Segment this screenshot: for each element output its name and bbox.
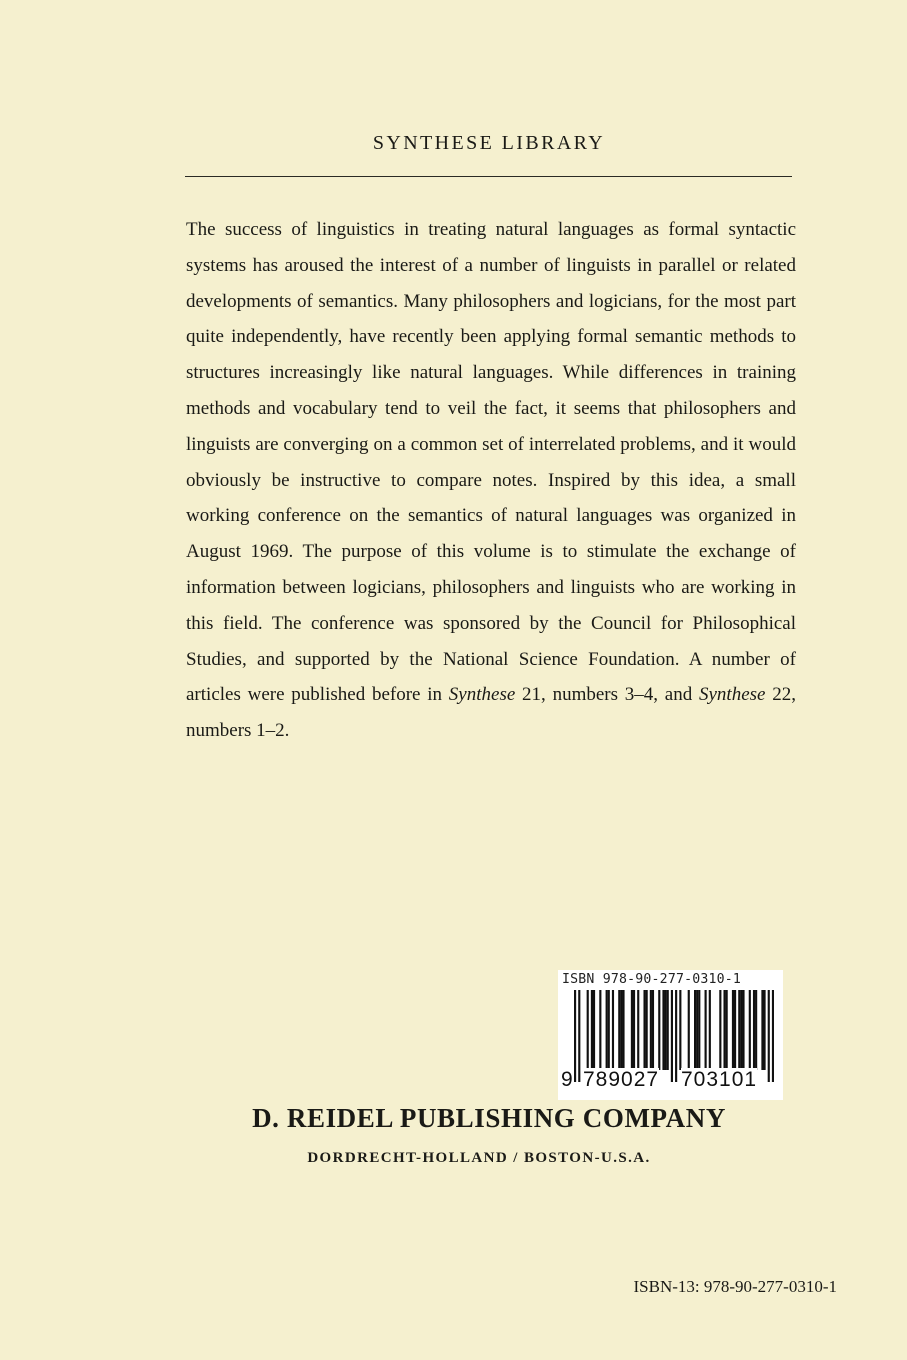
barcode-bar xyxy=(734,990,736,1070)
barcode-bar xyxy=(650,990,652,1070)
barcode-bar xyxy=(637,990,639,1070)
barcode-bar xyxy=(753,990,755,1070)
barcode-bar xyxy=(643,990,645,1070)
barcode-bar xyxy=(742,990,744,1070)
barcode-bar xyxy=(740,990,742,1070)
blurb-text: 22, numbers 1–2. xyxy=(186,684,796,742)
barcode-bar xyxy=(574,990,576,1082)
barcode-bar xyxy=(671,990,673,1082)
barcode-bar xyxy=(696,990,698,1070)
isbn13-label: ISBN-13: 978-90-277-0310-1 xyxy=(633,1277,837,1296)
barcode-bar xyxy=(578,990,580,1082)
barcode-bar xyxy=(679,990,681,1070)
barcode-digits-left: 789027 xyxy=(583,1068,660,1091)
barcode-bar xyxy=(694,990,696,1070)
barcode-bar xyxy=(612,990,614,1070)
barcode-bar xyxy=(633,990,635,1070)
barcode-digit-first: 9 xyxy=(561,1068,574,1091)
barcode-bar xyxy=(732,990,734,1070)
barcode-bar xyxy=(755,990,757,1070)
barcode-bar xyxy=(646,990,648,1070)
barcode-bar xyxy=(662,990,664,1070)
barcode-bar xyxy=(705,990,707,1070)
barcode-bar xyxy=(652,990,654,1070)
barcode-bar xyxy=(665,990,667,1070)
journal-name: Synthese xyxy=(698,684,766,706)
barcode-bar xyxy=(587,990,589,1070)
journal-name: Synthese xyxy=(448,684,516,706)
barcode-bar xyxy=(667,990,669,1070)
barcode-bar xyxy=(620,990,622,1070)
barcode-bar xyxy=(675,990,677,1082)
publisher-name: D. REIDEL PUBLISHING COMPANY xyxy=(252,1103,726,1133)
barcode-bar xyxy=(749,990,751,1070)
barcode-bar xyxy=(593,990,595,1070)
barcode-bar xyxy=(709,990,711,1070)
barcode-bar xyxy=(698,990,700,1070)
barcode-bar xyxy=(738,990,740,1070)
barcode-bar xyxy=(631,990,633,1070)
barcode-bar xyxy=(726,990,728,1070)
barcode-bar xyxy=(772,990,774,1082)
barcode-bar xyxy=(688,990,690,1070)
barcode-bar xyxy=(723,990,725,1070)
blurb-text: 21, numbers 3–4, and xyxy=(515,684,699,706)
barcode-bar xyxy=(763,990,765,1070)
barcode-bar xyxy=(622,990,624,1070)
barcode-digits-right: 703101 xyxy=(681,1068,758,1091)
publisher-locations: DORDRECHT-HOLLAND / BOSTON-U.S.A. xyxy=(307,1150,651,1166)
barcode-bar xyxy=(719,990,721,1070)
barcode-bar xyxy=(591,990,593,1070)
title-divider xyxy=(185,176,792,177)
blurb-text: The success of linguistics in treating natural languages as formal syntactic systems has aroused the interest of a number of linguists in parallel or related developments of semantics. Many philosophers and logicians, for the most part quite independently, have recently been applying formal semantic methods to structures increasingly like natural languages. While differences in training methods and vocabulary tend to veil the fact, it seems that philosophers and linguists are converging on a common set of interrelated problems, and it would obviously be instructive to compare notes. Inspired by this idea, a small working conference on the semantics of natural languages was organized in August 1969. The purpose of this volume is to stimulate the exchange of information between logicians, philosophers and linguists who are working in this field. The conference was sponsored by the Council for Philosophical Studies, and supported by the National Science Foundation. A number of articles were published before in xyxy=(186,219,796,706)
barcode-bar xyxy=(599,990,601,1070)
barcode-bar xyxy=(608,990,610,1070)
isbn-barcode xyxy=(558,970,783,1100)
barcode-bar xyxy=(606,990,608,1070)
barcode-isbn-label: ISBN 978-90-277-0310-1 xyxy=(562,972,742,987)
barcode-bar xyxy=(658,990,660,1070)
barcode-bar xyxy=(618,990,620,1070)
barcode-bar xyxy=(761,990,763,1070)
barcode-bar xyxy=(768,990,770,1082)
series-title: SYNTHESE LIBRARY xyxy=(372,132,606,154)
back-cover-blurb xyxy=(186,212,796,749)
